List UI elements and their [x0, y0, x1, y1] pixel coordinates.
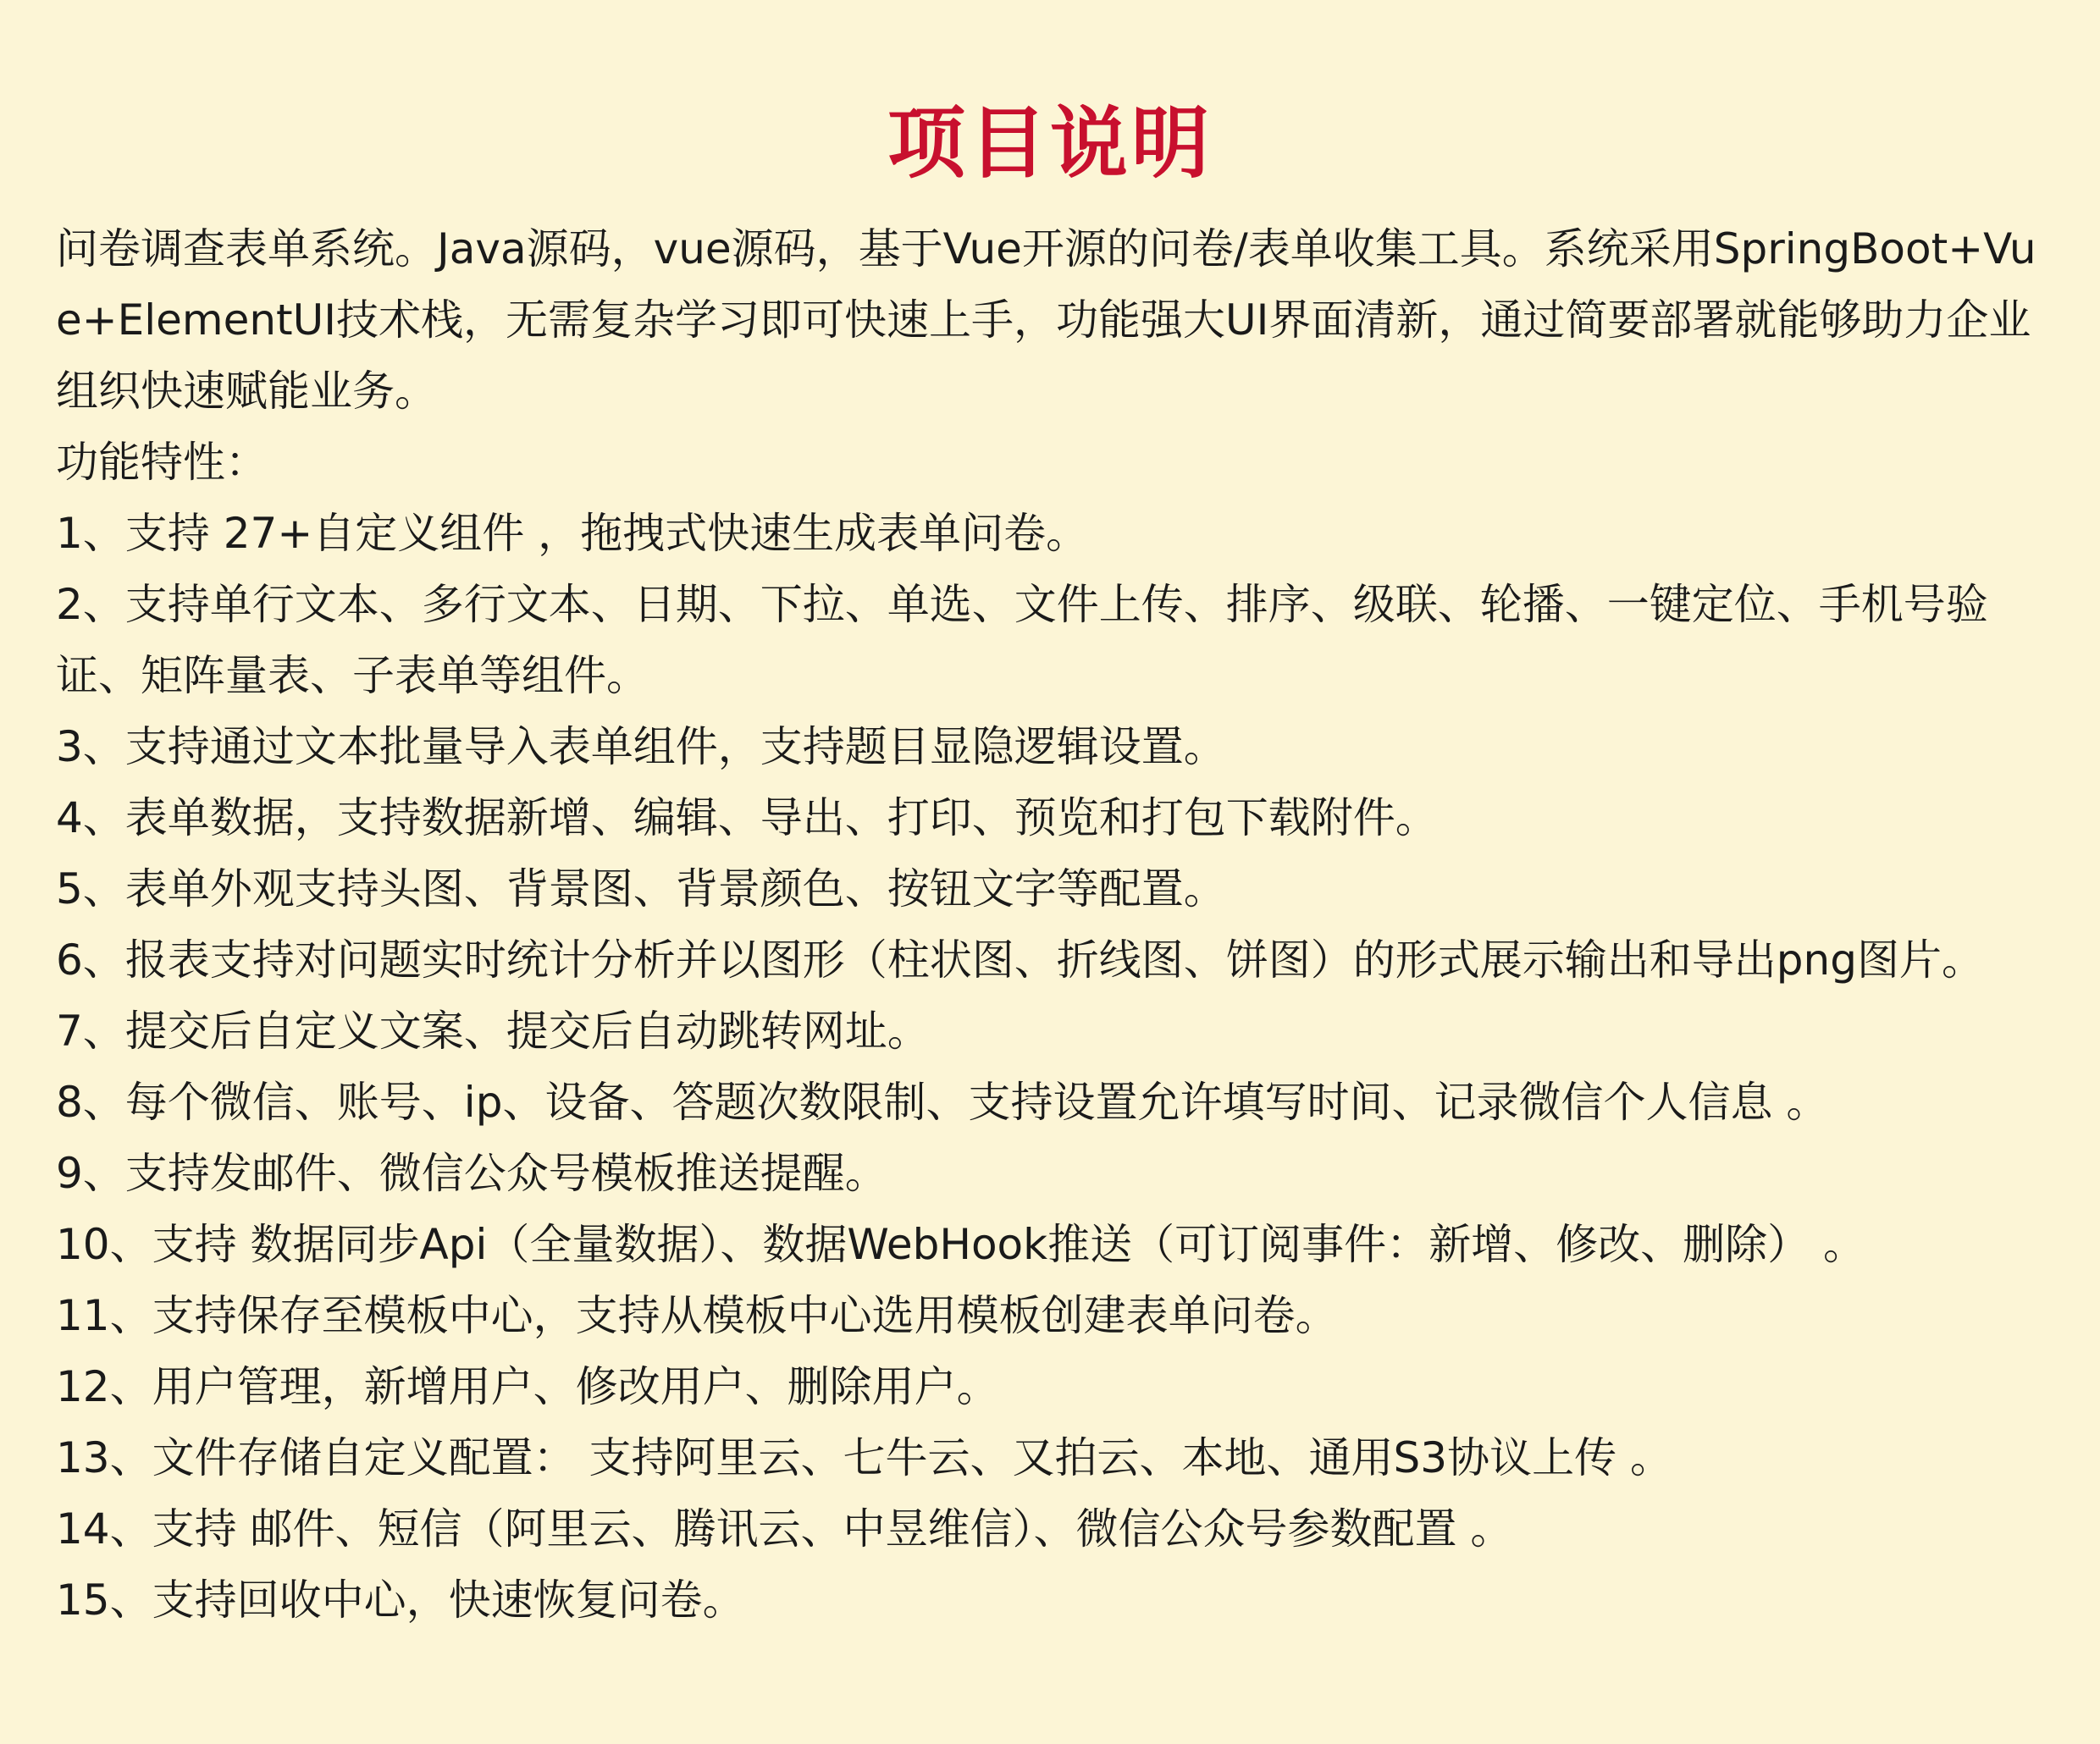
feature-item-9: 9、支持发邮件、微信公众号模板推送提醒。: [56, 1149, 887, 1198]
feature-item-14: 14、支持 邮件、短信（阿里云、腾讯云、中昱维信）、微信公众号参数配置 。: [56, 1504, 1513, 1554]
feature-item-3: 3、支持通过文本批量导入表单组件，支持题目显隐逻辑设置。: [56, 722, 1226, 771]
feature-item-12: 12、用户管理，新增用户、修改用户、删除用户。: [56, 1362, 999, 1411]
feature-item-1: 1、支持 27+自定义组件 ，拖拽式快速生成表单问卷。: [56, 509, 1089, 558]
feature-item-10: 10、支持 数据同步Api（全量数据）、数据WebHook推送（可订阅事件：新增、修改、删除） 。: [56, 1220, 1865, 1269]
feature-item-15: 15、支持回收中心，快速恢复问卷。: [56, 1576, 745, 1625]
feature-item-8: 8、每个微信、账号、ip、设备、答题次数限制、支持设置允许填写时间、记录微信个人信息 。: [56, 1078, 1829, 1127]
feature-item-11: 11、支持保存至模板中心，支持从模板中心选用模板创建表单问卷。: [56, 1291, 1338, 1340]
intro-paragraph: 问卷调查表单系统。Java源码，vue源码，基于Vue开源的问卷/表单收集工具。系统采用SpringBoot+Vue+ElementUI技术栈，无需复杂学习即可快速上手，功能强大UI界面清新，通过简要部署就能够助力企业组织快速赋能业务。: [56, 224, 2036, 416]
feature-item-7: 7、提交后自定义文案、提交后自动跳转网址。: [56, 1007, 930, 1056]
page-title: 项目说明: [887, 98, 1213, 189]
feature-item-6: 6、报表支持对问题实时统计分析并以图形（柱状图、折线图、饼图）的形式展示输出和导出png图片。: [56, 935, 1984, 985]
document-body: [56, 213, 2044, 1636]
feature-item-2: 2、支持单行文本、多行文本、日期、下拉、单选、文件上传、排序、级联、轮播、一键定位、手机号验证、矩阵量表、子表单等组件。: [56, 580, 1988, 700]
features-heading: 功能特性：: [56, 438, 268, 487]
feature-item-5: 5、表单外观支持头图、背景图、背景颜色、按钮文字等配置。: [56, 864, 1226, 913]
feature-item-13: 13、文件存储自定义配置： 支持阿里云、七牛云、又拍云、本地、通用S3协议上传 。: [56, 1433, 1672, 1482]
feature-item-4: 4、表单数据，支持数据新增、编辑、导出、打印、预览和打包下载附件。: [56, 793, 1438, 842]
